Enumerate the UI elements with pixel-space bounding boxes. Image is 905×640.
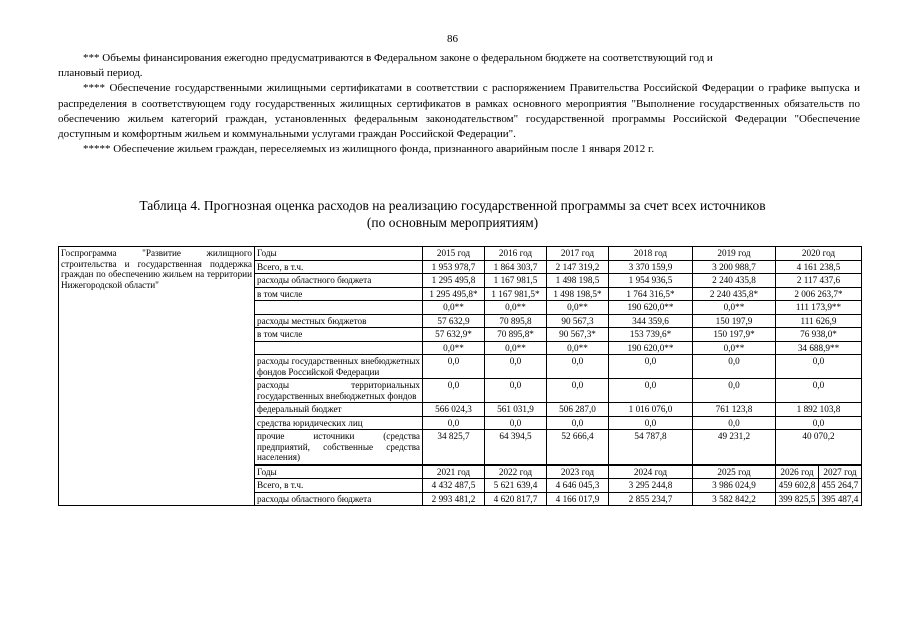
value-cell: 70 895,8: [485, 314, 547, 328]
value-cell: 0,0: [776, 355, 862, 379]
value-cell: 90 567,3: [547, 314, 609, 328]
value-cell: 0,0**: [693, 341, 776, 355]
value-cell: 2 855 234,7: [609, 492, 693, 506]
value-cell: 4 166 017,9: [547, 492, 609, 506]
year-header: 2026 год: [776, 465, 819, 479]
value-cell: 70 895,8*: [485, 328, 547, 342]
value-cell: 761 123,8: [693, 403, 776, 417]
value-cell: 1 016 076,0: [609, 403, 693, 417]
value-cell: 1 498 198,5*: [547, 287, 609, 301]
value-cell: 0,0**: [485, 301, 547, 315]
page-number: 86: [447, 33, 458, 45]
value-cell: 344 359,6: [609, 314, 693, 328]
table-title: [0, 198, 905, 231]
value-cell: 4 646 045,3: [547, 479, 609, 493]
value-cell: 0,0: [609, 416, 693, 430]
value-cell: 3 370 159,9: [609, 260, 693, 274]
value-cell: 111 626,9: [776, 314, 862, 328]
value-cell: 561 031,9: [485, 403, 547, 417]
value-cell: 57 632,9*: [423, 328, 485, 342]
value-cell: 1 892 103,8: [776, 403, 862, 417]
value-cell: 0,0: [547, 379, 609, 403]
value-cell: 34 825,7: [423, 430, 485, 465]
value-cell: 3 295 244,8: [609, 479, 693, 493]
row-label: [255, 341, 423, 355]
year-header: 2016 год: [485, 247, 547, 261]
value-cell: 2 117 437,6: [776, 274, 862, 288]
row-label: Всего, в т.ч.: [255, 260, 423, 274]
row-label: расходы областного бюджета: [255, 274, 423, 288]
value-cell: 90 567,3*: [547, 328, 609, 342]
value-cell: 153 739,6*: [609, 328, 693, 342]
value-cell: 0,0: [776, 416, 862, 430]
value-cell: 0,0**: [423, 301, 485, 315]
value-cell: 0,0**: [547, 301, 609, 315]
value-cell: 1 764 316,5*: [609, 287, 693, 301]
value-cell: 111 173,9**: [776, 301, 862, 315]
value-cell: 1 498 198,5: [547, 274, 609, 288]
year-header: 2025 год: [693, 465, 776, 479]
value-cell: 1 954 936,5: [609, 274, 693, 288]
value-cell: 0,0: [693, 355, 776, 379]
year-header: 2017 год: [547, 247, 609, 261]
row-label: в том числе: [255, 287, 423, 301]
value-cell: 1 864 303,7: [485, 260, 547, 274]
value-cell: 0,0: [547, 416, 609, 430]
row-label: Всего, в т.ч.: [255, 479, 423, 493]
value-cell: 506 287,0: [547, 403, 609, 417]
value-cell: 0,0**: [485, 341, 547, 355]
year-header: 2021 год: [423, 465, 485, 479]
value-cell: 395 487,4: [819, 492, 862, 506]
year-header: 2015 год: [423, 247, 485, 261]
value-cell: 0,0: [485, 355, 547, 379]
value-cell: 1 167 981,5*: [485, 287, 547, 301]
value-cell: 0,0: [423, 379, 485, 403]
value-cell: 1 295 495,8: [423, 274, 485, 288]
value-cell: 0,0: [423, 416, 485, 430]
value-cell: 0,0: [693, 379, 776, 403]
financing-table: [58, 246, 862, 506]
row-label: федеральный бюджет: [255, 403, 423, 417]
year-header: 2022 год: [485, 465, 547, 479]
footnote-4-stars: **** Обеспечение государственными жилищными сертификатами в соответствии с распоряжением Правительства Российской Федерации о графике выпуска и распределения в соответствующем году государственных жилищных сертификатов в рамках основного мероприятия "Выполнение государственных обязательств по обеспечению жильем категорий граждан, установленных федеральным законодательством" государственной программы Российской Федерации "Обеспечение доступным и комфортным жильем и коммунальными услугами граждан Российской Федерации".: [58, 82, 860, 141]
value-cell: 49 231,2: [693, 430, 776, 465]
value-cell: 0,0**: [423, 341, 485, 355]
value-cell: 34 688,9**: [776, 341, 862, 355]
year-header: 2020 год: [776, 247, 862, 261]
value-cell: 0,0: [609, 355, 693, 379]
value-cell: 455 264,7: [819, 479, 862, 493]
footnotes: [58, 51, 860, 157]
value-cell: 150 197,9: [693, 314, 776, 328]
value-cell: 0,0: [423, 355, 485, 379]
value-cell: 3 200 988,7: [693, 260, 776, 274]
table-title-line2: (по основным мероприятиям): [366, 214, 539, 230]
footnote-5-stars: ***** Обеспечение жильем граждан, переселяемых из жилищного фонда, признанного аварийным после 1 января 2012 г.: [83, 143, 655, 156]
year-header: 2023 год: [547, 465, 609, 479]
row-label: расходы местных бюджетов: [255, 314, 423, 328]
value-cell: 0,0: [485, 416, 547, 430]
row-label: средства юридических лиц: [255, 416, 423, 430]
value-cell: 190 620,0**: [609, 341, 693, 355]
value-cell: 2 240 435,8*: [693, 287, 776, 301]
value-cell: 76 938,0*: [776, 328, 862, 342]
year-header: 2019 год: [693, 247, 776, 261]
value-cell: 0,0: [547, 355, 609, 379]
value-cell: 1 295 495,8*: [423, 287, 485, 301]
value-cell: 64 394,5: [485, 430, 547, 465]
row-label: [255, 301, 423, 315]
value-cell: 190 620,0**: [609, 301, 693, 315]
program-name-cell: Госпрограмма "Развитие жилищного строительства и государственная поддержка граждан по обеспечению жильем на территории Нижегородской области": [59, 247, 255, 506]
row-label: расходы государственных внебюджетных фондов Российской Федерации: [255, 355, 423, 379]
value-cell: 0,0: [693, 416, 776, 430]
footnote-3-stars-cont: плановый период.: [58, 67, 143, 80]
value-cell: 2 240 435,8: [693, 274, 776, 288]
value-cell: 2 006 263,7*: [776, 287, 862, 301]
row-label: расходы территориальных государственных внебюджетных фондов: [255, 379, 423, 403]
value-cell: 0,0: [609, 379, 693, 403]
value-cell: 0,0: [485, 379, 547, 403]
value-cell: 54 787,8: [609, 430, 693, 465]
value-cell: 566 024,3: [423, 403, 485, 417]
value-cell: 4 620 817,7: [485, 492, 547, 506]
header-label: Годы: [255, 247, 423, 261]
table-title-line1: Таблица 4. Прогнозная оценка расходов на реализацию государственной программы за счет всех источников: [139, 198, 766, 213]
value-cell: 459 602,8: [776, 479, 819, 493]
year-header: 2027 год: [819, 465, 862, 479]
value-cell: 1 953 978,7: [423, 260, 485, 274]
row-label: в том числе: [255, 328, 423, 342]
value-cell: 52 666,4: [547, 430, 609, 465]
value-cell: 3 582 842,2: [693, 492, 776, 506]
year-header: 2018 год: [609, 247, 693, 261]
value-cell: 0,0**: [547, 341, 609, 355]
value-cell: 40 070,2: [776, 430, 862, 465]
value-cell: 57 632,9: [423, 314, 485, 328]
value-cell: 150 197,9*: [693, 328, 776, 342]
value-cell: 4 432 487,5: [423, 479, 485, 493]
value-cell: 399 825,5: [776, 492, 819, 506]
row-label: расходы областного бюджета: [255, 492, 423, 506]
year-header: 2024 год: [609, 465, 693, 479]
value-cell: 2 993 481,2: [423, 492, 485, 506]
value-cell: 3 986 024,9: [693, 479, 776, 493]
value-cell: 4 161 238,5: [776, 260, 862, 274]
value-cell: 1 167 981,5: [485, 274, 547, 288]
value-cell: 0,0: [776, 379, 862, 403]
footnote-3-stars: *** Объемы финансирования ежегодно предусматриваются в Федеральном законе о федеральном бюджете на соответствующий год и: [83, 52, 713, 64]
header-label: Годы: [255, 465, 423, 479]
row-label: прочие источники (средства предприятий, собственные средства населения): [255, 430, 423, 465]
value-cell: 2 147 319,2: [547, 260, 609, 274]
value-cell: 0,0**: [693, 301, 776, 315]
table-header-row: [59, 247, 862, 261]
value-cell: 5 621 639,4: [485, 479, 547, 493]
